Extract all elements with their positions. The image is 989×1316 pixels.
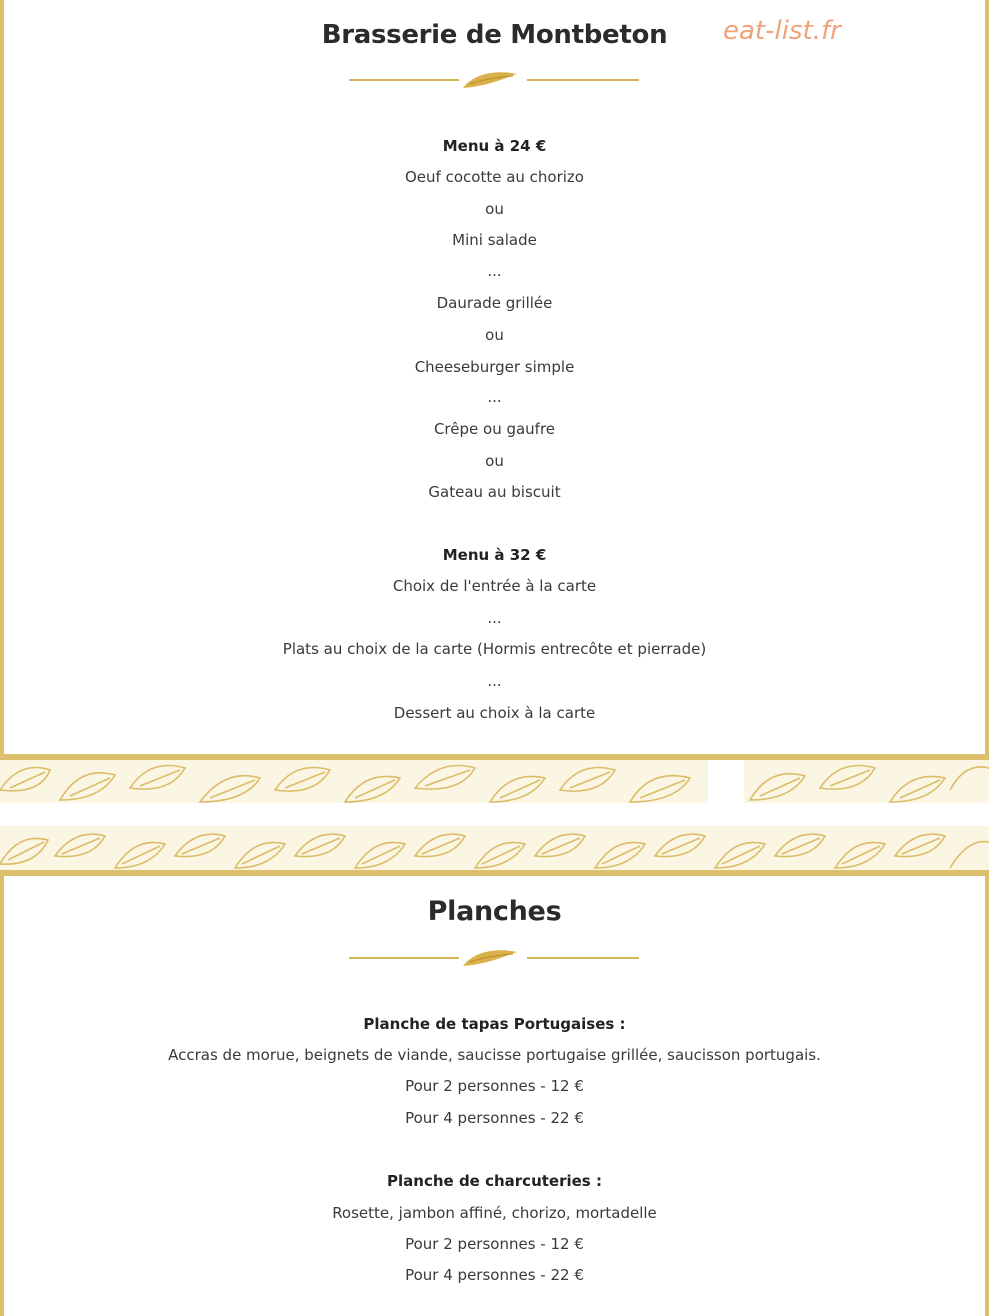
menu-separator: ... [487, 262, 502, 280]
menu-item: ou [485, 200, 504, 218]
menu-item: Crêpe ou gaufre [433, 420, 556, 438]
leaf-pattern-band [0, 826, 989, 870]
menu-separator: ... [487, 609, 502, 627]
menu-item: Mini salade [452, 231, 537, 249]
menu-24-heading: Menu à 24 € [442, 137, 547, 155]
charcuteries-price-2: Pour 2 personnes - 12 € [405, 1235, 584, 1253]
gold-leaf-icon [349, 68, 639, 92]
leaf-pattern-band [0, 760, 989, 803]
menu-item: Daurade grillée [436, 294, 553, 312]
menu-item: ou [485, 452, 504, 470]
tapas-price-4: Pour 4 personnes - 22 € [405, 1109, 584, 1127]
menu-item: Dessert au choix à la carte [393, 704, 596, 722]
menu-item: Gateau au biscuit [428, 483, 561, 501]
charcuteries-price-4: Pour 4 personnes - 22 € [405, 1266, 584, 1284]
charcuteries-description: Rosette, jambon affiné, chorizo, mortadelle [332, 1204, 657, 1222]
tapas-price-2: Pour 2 personnes - 12 € [405, 1077, 584, 1095]
section-gap [0, 803, 989, 826]
tapas-heading: Planche de tapas Portugaises : [363, 1015, 626, 1033]
menu-separator: ... [487, 672, 502, 690]
menu-separator: ... [487, 388, 502, 406]
restaurant-title: Brasserie de Montbeton [321, 20, 668, 50]
charcuteries-heading: Planche de charcuteries : [387, 1172, 602, 1190]
menu-item: Cheeseburger simple [414, 358, 575, 376]
menu-item: Choix de l'entrée à la carte [392, 577, 597, 595]
menu-item: ou [485, 326, 504, 344]
planches-title: Planches [427, 896, 562, 927]
gold-leaf-icon [349, 946, 639, 970]
menu-32-heading: Menu à 32 € [442, 546, 547, 564]
menu-item: Oeuf cocotte au chorizo [405, 168, 584, 186]
menu-item: Plats au choix de la carte (Hormis entrecôte et pierrade) [282, 640, 707, 658]
tapas-description: Accras de morue, beignets de viande, saucisse portugaise grillée, saucisson portugais. [168, 1046, 821, 1064]
watermark: eat-list.fr [723, 16, 841, 46]
